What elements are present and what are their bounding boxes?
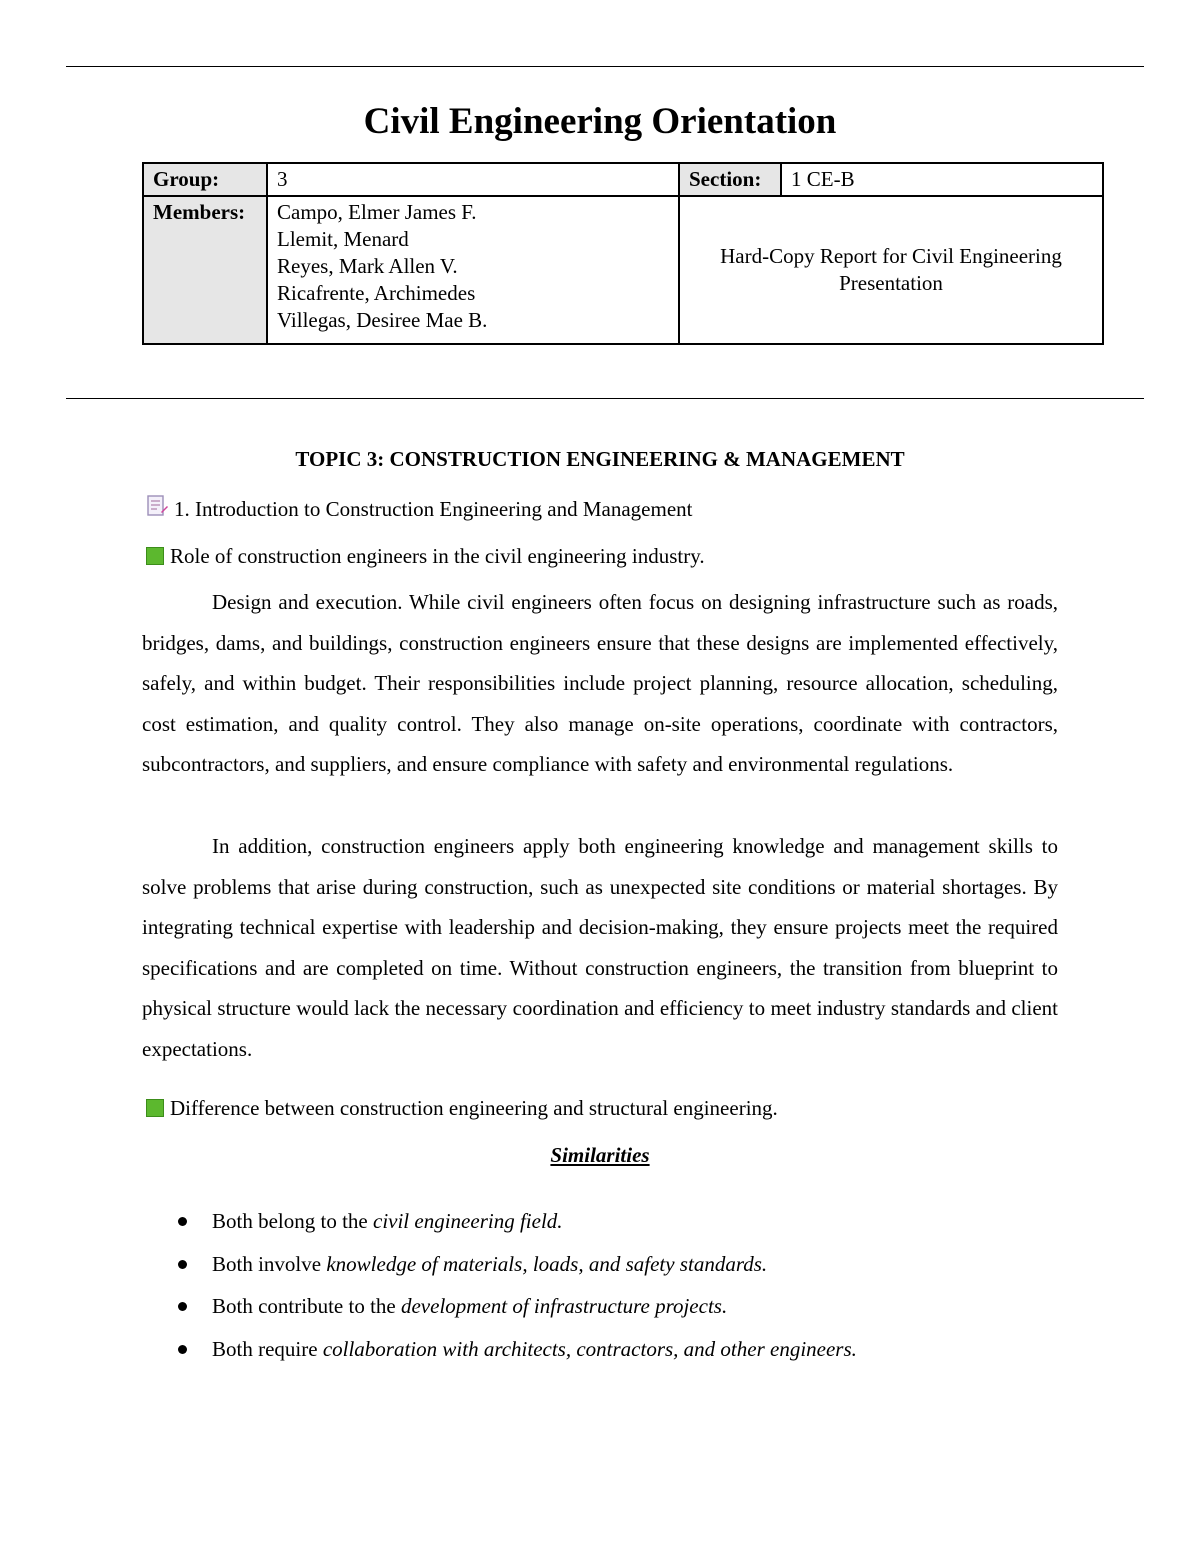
top-divider [66,66,1144,67]
member-name: Llemit, Menard [277,227,409,251]
bullet-icon [178,1217,187,1226]
item-prefix: Both belong to the [212,1209,373,1233]
paragraph-addition: In addition, construction engineers apply both engineering knowledge and management skills to solve problems that arise during construction, such as unexpected site conditions or material shortages. By integrating technical expertise with leadership and decision-making, they ensure projects meet the required specifications and are completed on time. Without construction engineers, the transition from blueprint to physical structure would lack the necessary coordination and efficiency to meet industry standards and client expectations. [142,834,1058,1061]
group-value: 3 [267,163,679,196]
item-emphasis: civil engineering field. [373,1209,563,1233]
middle-divider [66,398,1144,399]
similarities-list [142,1200,1102,1370]
list-item [142,1285,1102,1328]
item-emphasis: development of infrastructure projects. [400,1294,728,1318]
info-row-group [143,163,1103,196]
report-line-1: Hard-Copy Report for Civil Engineering [720,244,1062,268]
list-item [142,1328,1102,1371]
item-prefix: Both involve [212,1251,327,1276]
bullet-icon [178,1345,187,1354]
green-square-icon [146,547,164,565]
report-line-2: Presentation [839,271,943,295]
item-emphasis: collaboration with architects, contractors, and other engineers. [322,1336,857,1361]
members-list [267,196,679,344]
subsection-difference [146,1095,778,1121]
subsection-role-text: Role of construction engineers in the civil engineering industry. [170,544,705,568]
members-label: Members: [143,196,267,344]
item-emphasis: knowledge of materials, loads, and safety standards. [326,1251,768,1276]
subsection-difference-text: Difference between construction engineering and structural engineering. [170,1096,778,1120]
paragraph-role: Design and execution. While civil engineers often focus on designing infrastructure such as roads, bridges, dams, and buildings, construction engineers ensure that these designs are implemented effectively, safely, and within budget. Their responsibilities include project planning, resource allocation, scheduling, cost estimation, and quality control. They also manage on-site operations, coordinate with contractors, subcontractors, and suppliers, and ensure compliance with safety and environmental regulations. [142,590,1058,777]
list-item [142,1243,1102,1286]
subsection-role [146,543,705,569]
topic-heading: TOPIC 3: CONSTRUCTION ENGINEERING & MANAGEMENT [295,447,905,471]
member-name: Reyes, Mark Allen V. [277,254,458,278]
document-title: Civil Engineering Orientation [363,101,837,142]
section-intro-text: 1. Introduction to Construction Engineering and Management [174,497,693,521]
report-description [679,196,1103,344]
memo-icon [146,494,168,524]
bullet-icon [178,1302,187,1311]
list-item [142,1200,1102,1243]
member-name: Villegas, Desiree Mae B. [277,308,488,332]
similarities-heading: Similarities [550,1143,650,1167]
section-value: 1 CE-B [781,163,1103,196]
member-name: Campo, Elmer James F. [277,200,477,224]
item-prefix: Both contribute to the [212,1294,401,1318]
group-label: Group: [143,163,267,196]
member-name: Ricafrente, Archimedes [277,281,476,305]
bullet-icon [178,1260,187,1269]
green-square-icon [146,1099,164,1117]
item-prefix: Both require [212,1336,323,1361]
section-label: Section: [679,163,781,196]
section-intro [146,494,692,524]
info-row-members [143,196,1103,344]
info-table [142,162,1104,345]
